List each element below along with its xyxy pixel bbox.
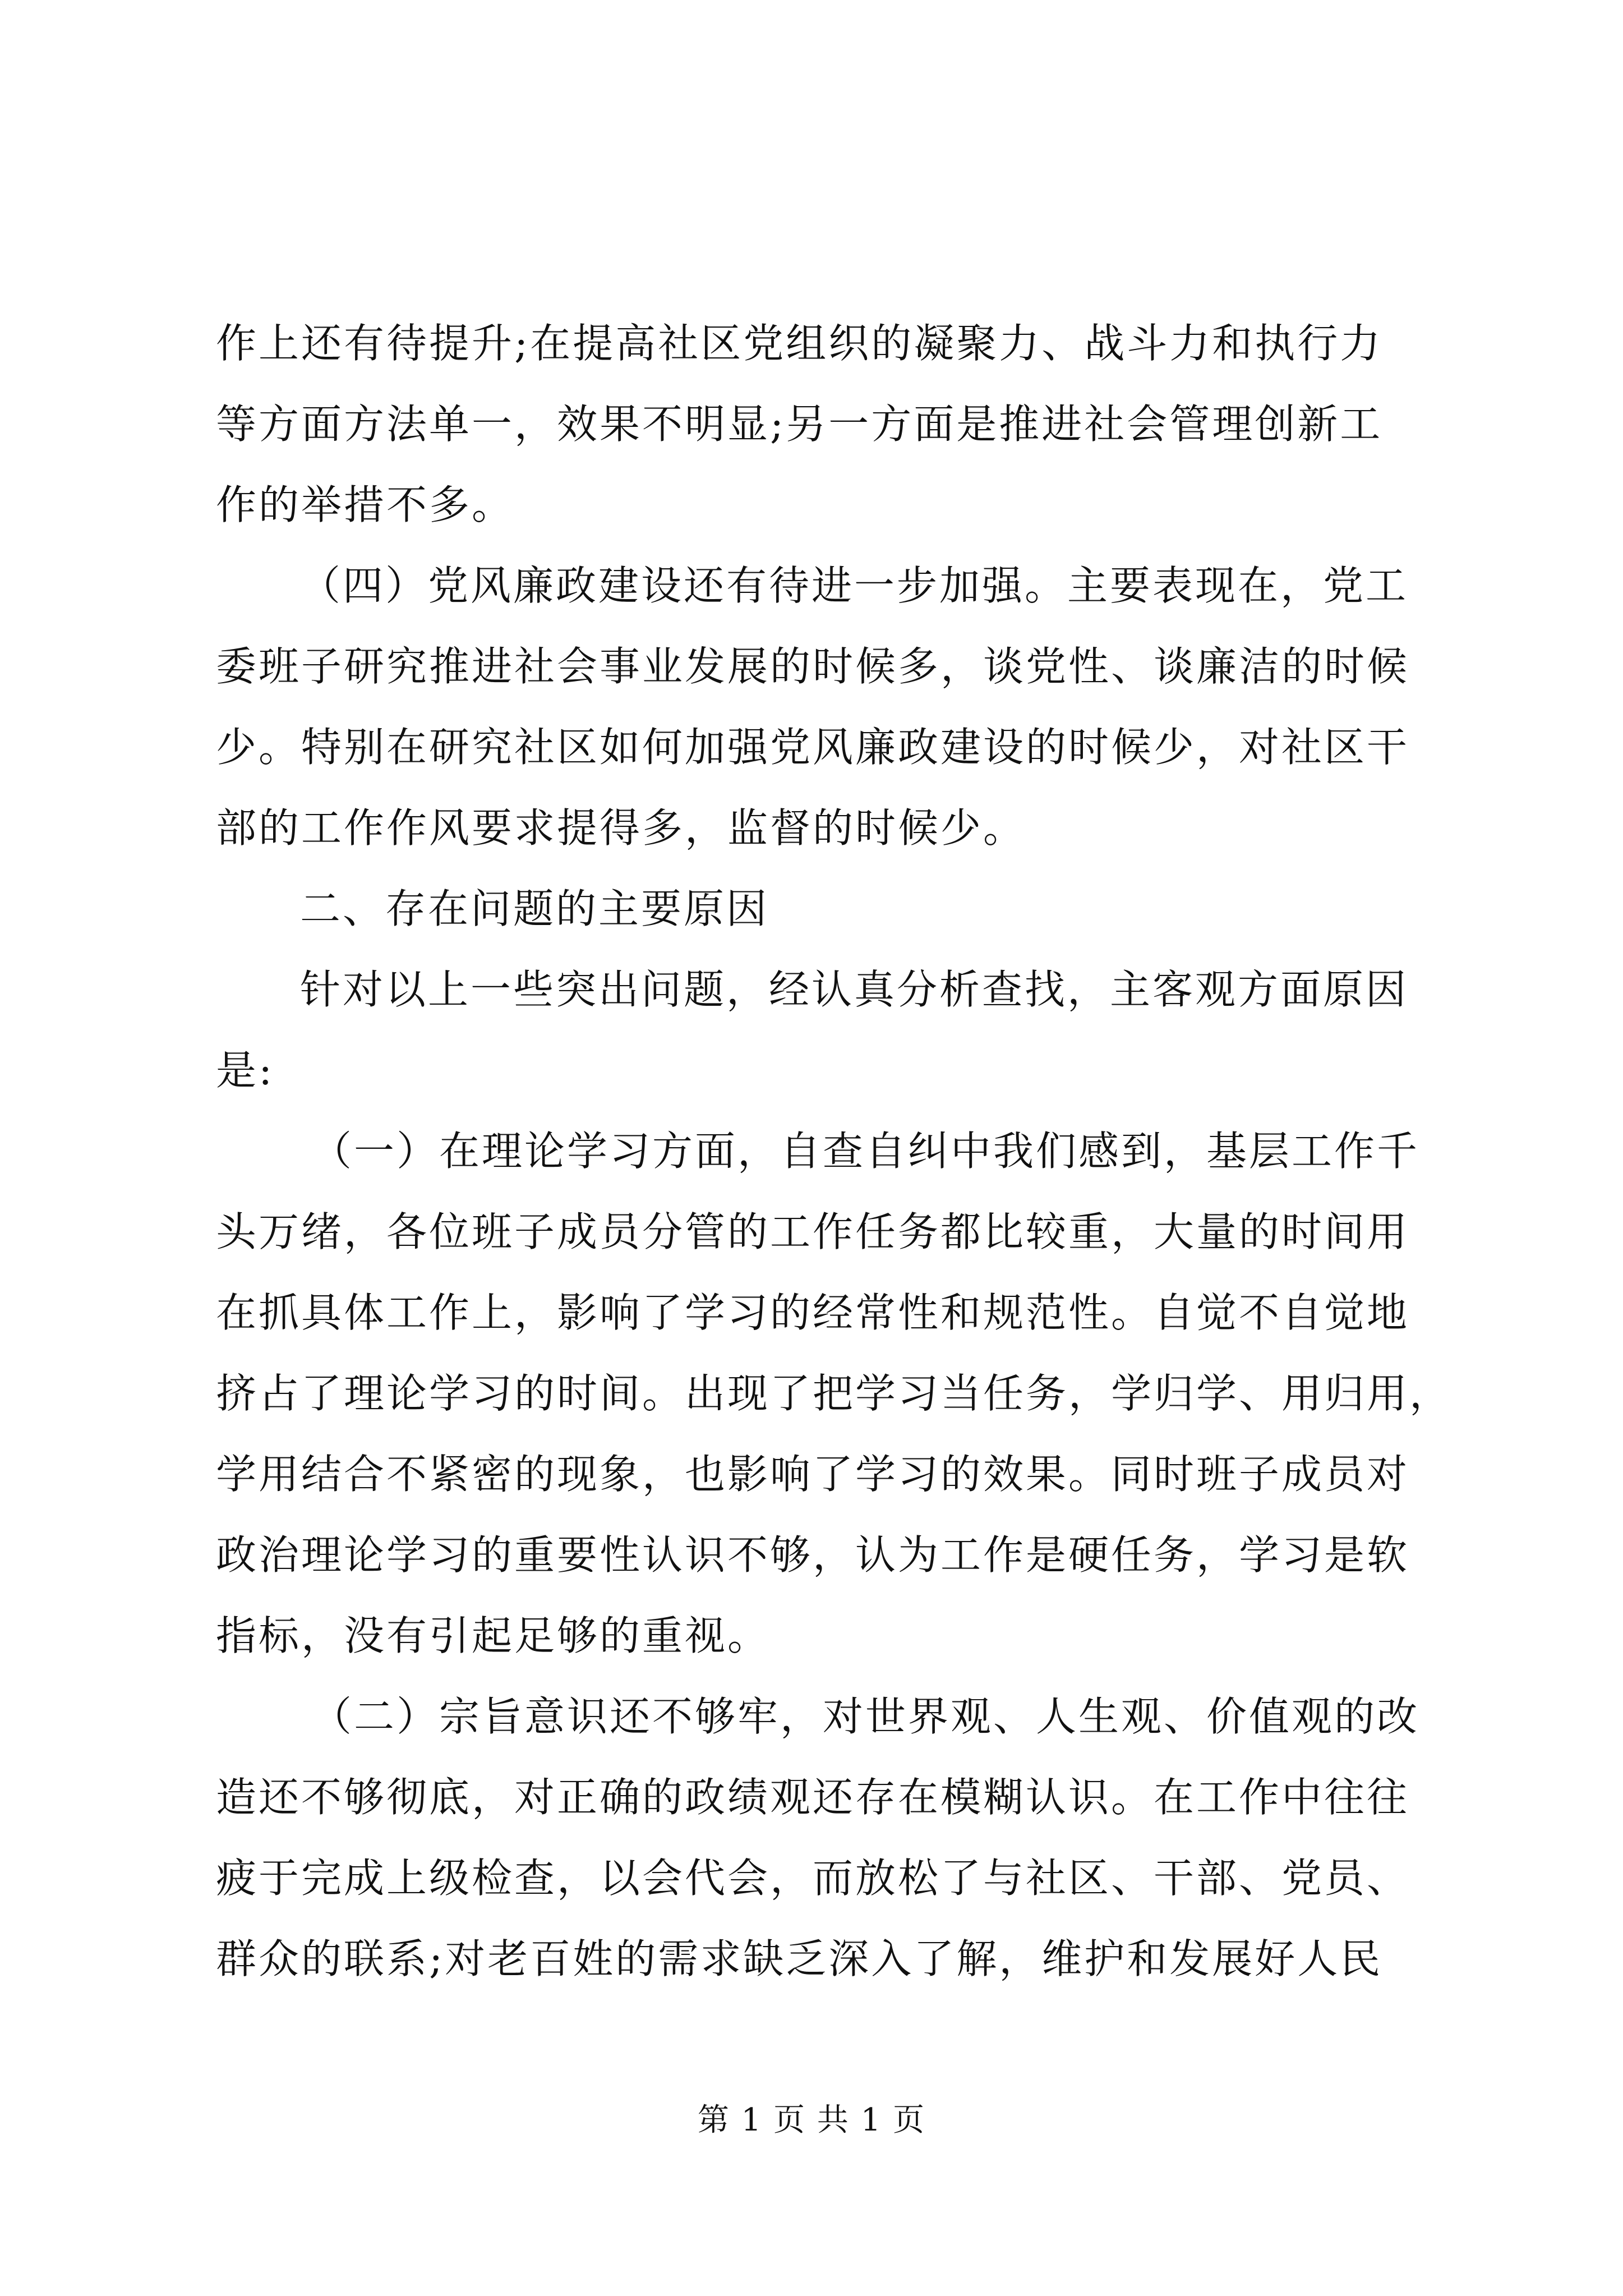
body-line: 少。特别在研究社区如何加强党风廉政建设的时候少，对社区干: [216, 724, 1410, 771]
body-line: 在抓具体工作上，影响了学习的经常性和规范性。自觉不自觉地: [216, 1289, 1410, 1336]
body-line: 作上还有待提升;在提高社区党组织的凝聚力、战斗力和执行力: [216, 320, 1383, 367]
body-line: 群众的联系;对老百姓的需求缺乏深入了解，维护和发展好人民: [216, 1935, 1383, 1982]
body-line: 指标，没有引起足够的重视。: [216, 1612, 771, 1659]
body-line: 学用结合不紧密的现象，也影响了学习的效果。同时班子成员对: [216, 1451, 1410, 1498]
body-line: 造还不够彻底，对正确的政绩观还存在模糊认识。在工作中往往: [216, 1774, 1410, 1821]
body-line: 委班子研究推进社会事业发展的时候多，谈党性、谈廉洁的时候: [216, 643, 1410, 690]
subsection-heading-two: （二）宗旨意识还不够牢，对世界观、人生观、价值观的改: [311, 1693, 1420, 1740]
page-footer: 第 1 页 共 1 页: [697, 2102, 926, 2138]
subsection-heading-one: （一）在理论学习方面，自查自纠中我们感到，基层工作千: [311, 1128, 1420, 1175]
body-line: 头万绪，各位班子成员分管的工作任务都比较重，大量的时间用: [216, 1208, 1410, 1255]
body-line: 政治理论学习的重要性认识不够，认为工作是硬任务，学习是软: [216, 1531, 1410, 1579]
body-line: 部的工作作风要求提得多，监督的时候少。: [216, 804, 1026, 852]
paragraph-start: 针对以上一些突出问题，经认真分析查找，主客观方面原因: [300, 966, 1409, 1013]
body-line: 挤占了理论学习的时间。出现了把学习当任务，学归学、用归用，: [216, 1370, 1453, 1417]
body-line: 作的举措不多。: [216, 481, 515, 528]
section-heading-two: 二、存在问题的主要原因: [300, 885, 769, 932]
body-line: 等方面方法单一，效果不明显;另一方面是推进社会管理创新工: [216, 401, 1383, 448]
section-heading-four: （四）党风廉政建设还有待进一步加强。主要表现在，党工: [300, 562, 1409, 609]
body-line: 是:: [216, 1047, 275, 1094]
body-line: 疲于完成上级检查，以会代会，而放松了与社区、干部、党员、: [216, 1855, 1410, 1902]
document-body: [216, 303, 1453, 1999]
